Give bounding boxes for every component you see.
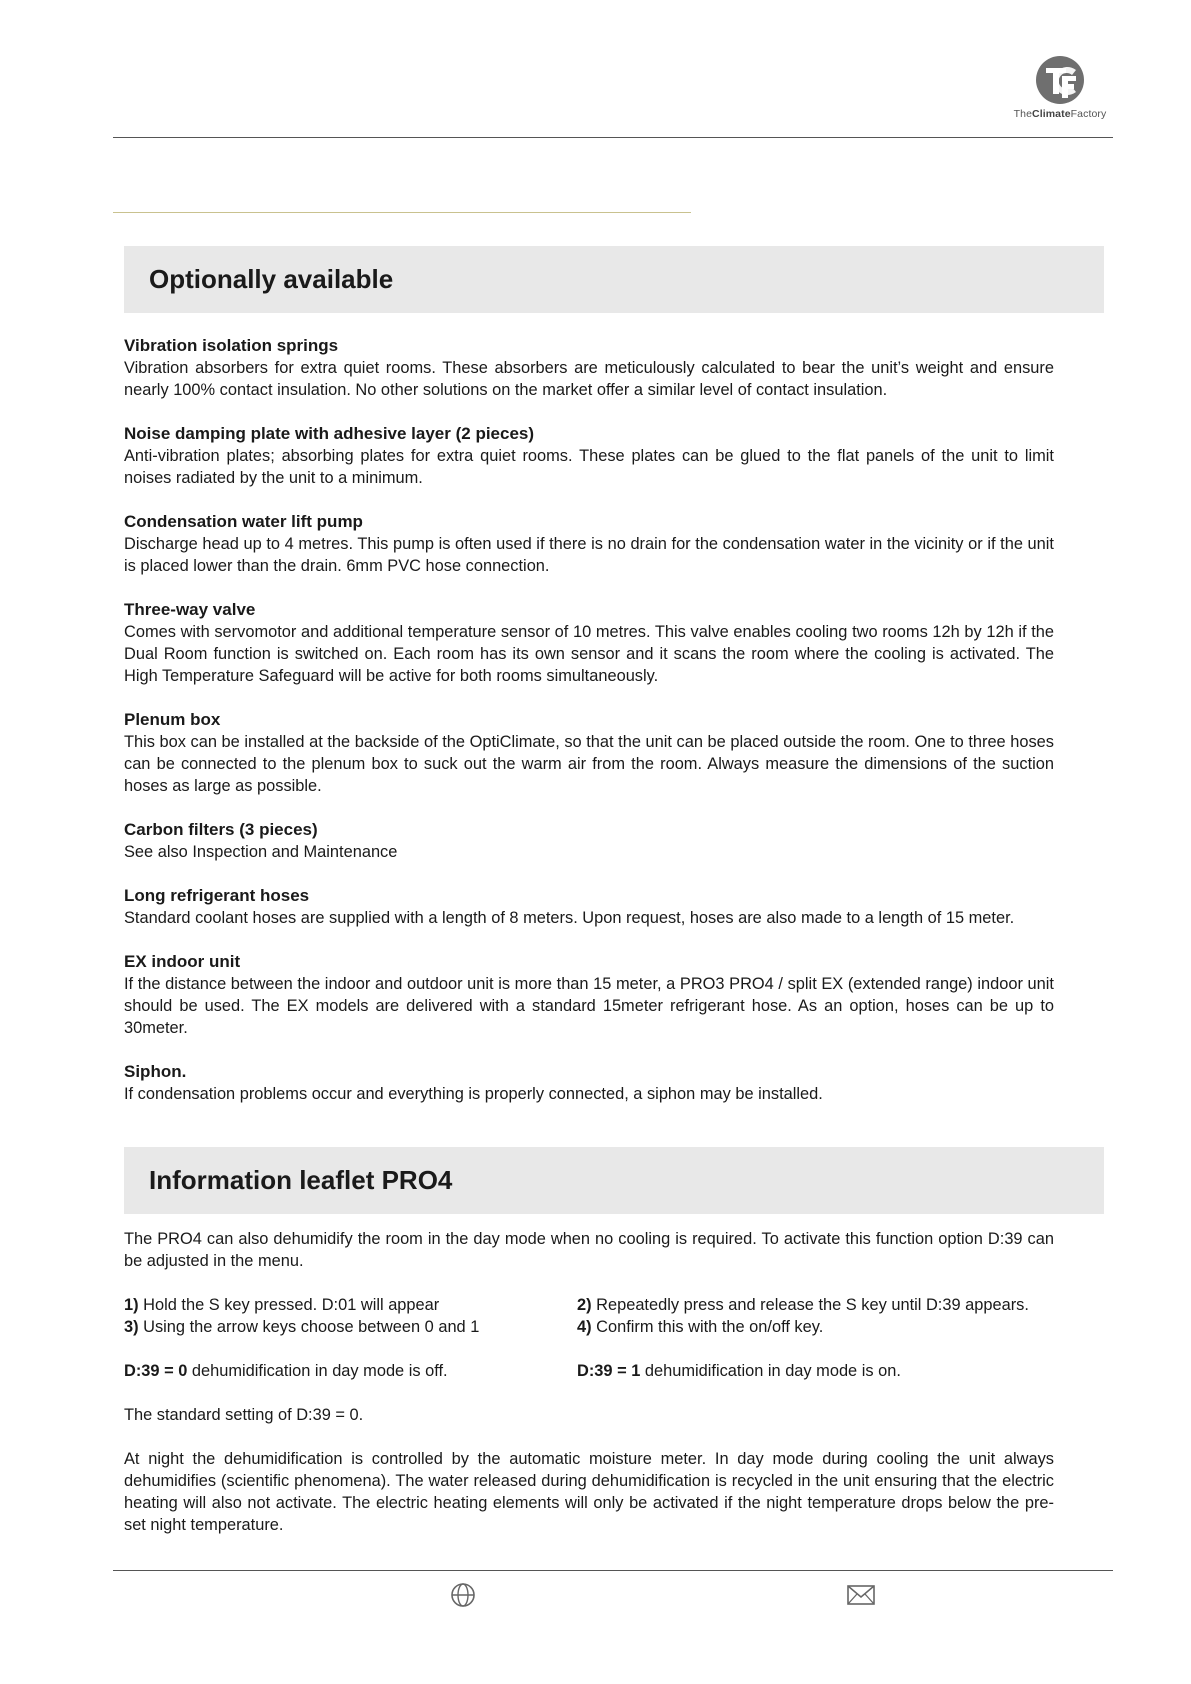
steps-list <box>124 1294 1054 1338</box>
company-logo <box>1000 54 1120 124</box>
list-item: Vibration isolation springs Vibration absorbers for extra quiet rooms. These absorbers are meticulously calculated to bear the unit’s weight and ensure nearly 100% contact insulation. No other solutions on the market offer a similar level of contact insulation. <box>124 336 1054 399</box>
step-item: 2) Repeatedly press and release the S key until D:39 appears. <box>577 1296 1029 1314</box>
list-item: Noise damping plate with adhesive layer (2 pieces) Anti-vibration plates; absorbing plates for extra quiet rooms. These plates can be glued to the flat panels of the unit to limit noises radiated by the unit to a minimum. <box>124 424 1054 487</box>
step-item: 4) Confirm this with the on/off key. <box>577 1318 824 1336</box>
list-item: Long refrigerant hoses Standard coolant hoses are supplied with a length of 8 meters. Upon request, hoses are also made to a length of 15 meter. <box>124 886 1015 927</box>
setting-on: D:39 = 1 dehumidification in day mode is on. <box>577 1362 901 1380</box>
leaflet-intro: The PRO4 can also dehumidify the room in the day mode when no cooling is required. To activate this function option D:39 can be adjusted in the menu. <box>124 1230 1054 1270</box>
section-heading-optional: Optionally available <box>124 246 1104 313</box>
accent-divider <box>113 212 691 213</box>
section-heading-leaflet: Information leaflet PRO4 <box>124 1147 1104 1214</box>
settings-list <box>124 1360 1054 1382</box>
header-divider <box>113 137 1113 138</box>
standard-setting: The standard setting of D:39 = 0. <box>124 1406 364 1424</box>
optional-items-list <box>124 335 1054 1127</box>
step-item: 1) Hold the S key pressed. D:01 will appear <box>124 1296 440 1314</box>
night-mode-text: At night the dehumidification is controlled by the automatic moisture meter. In day mode during cooling the unit always dehumidifies (scientific phenomena). The water released during dehumidification is recycled in the unit ensuring that the electric heating will also not activate. The electric heating elements will only be activated if the night temperature drops below the pre-set night temperature. <box>124 1450 1054 1534</box>
setting-off: D:39 = 0 dehumidification in day mode is off. <box>124 1362 448 1380</box>
globe-icon[interactable] <box>450 1582 476 1608</box>
list-item: EX indoor unit If the distance between the indoor and outdoor unit is more than 15 meter, a PRO3 PRO4 / split EX (extended range) indoor unit should be used. The EX models are delivered with a standard 15meter refrigerant hose. As an option, hoses can be up to 30meter. <box>124 952 1054 1037</box>
step-item: 3) Using the arrow keys choose between 0 and 1 <box>124 1318 480 1336</box>
list-item: Three-way valve Comes with servomotor and additional temperature sensor of 10 metres. This valve enables cooling two rooms 12h by 12h if the Dual Room function is switched on. Each room has its own sensor and it scans the room where the cooling is activated. The High Temperature Safeguard will be active for both rooms simultaneously. <box>124 600 1054 685</box>
list-item: Carbon filters (3 pieces) See also Inspection and Maintenance <box>124 820 398 861</box>
mail-icon[interactable] <box>846 1582 876 1608</box>
list-item: Siphon. If condensation problems occur and everything is properly connected, a siphon may be installed. <box>124 1062 823 1103</box>
tcf-logo-icon <box>1032 54 1088 106</box>
list-item: Condensation water lift pump Discharge head up to 4 metres. This pump is often used if there is no drain for the condensation water in the vicinity or if the unit is placed lower than the drain. 6mm PVC hose connection. <box>124 512 1054 575</box>
footer-divider <box>113 1570 1113 1571</box>
brand-name: TheClimateFactory <box>1013 108 1107 120</box>
list-item: Plenum box This box can be installed at the backside of the OptiClimate, so that the unit can be placed outside the room. One to three hoses can be connected to the plenum box to suck out the warm air from the room. Always measure the dimensions of the suction hoses as large as possible. <box>124 710 1054 795</box>
leaflet-content <box>124 1228 1054 1558</box>
